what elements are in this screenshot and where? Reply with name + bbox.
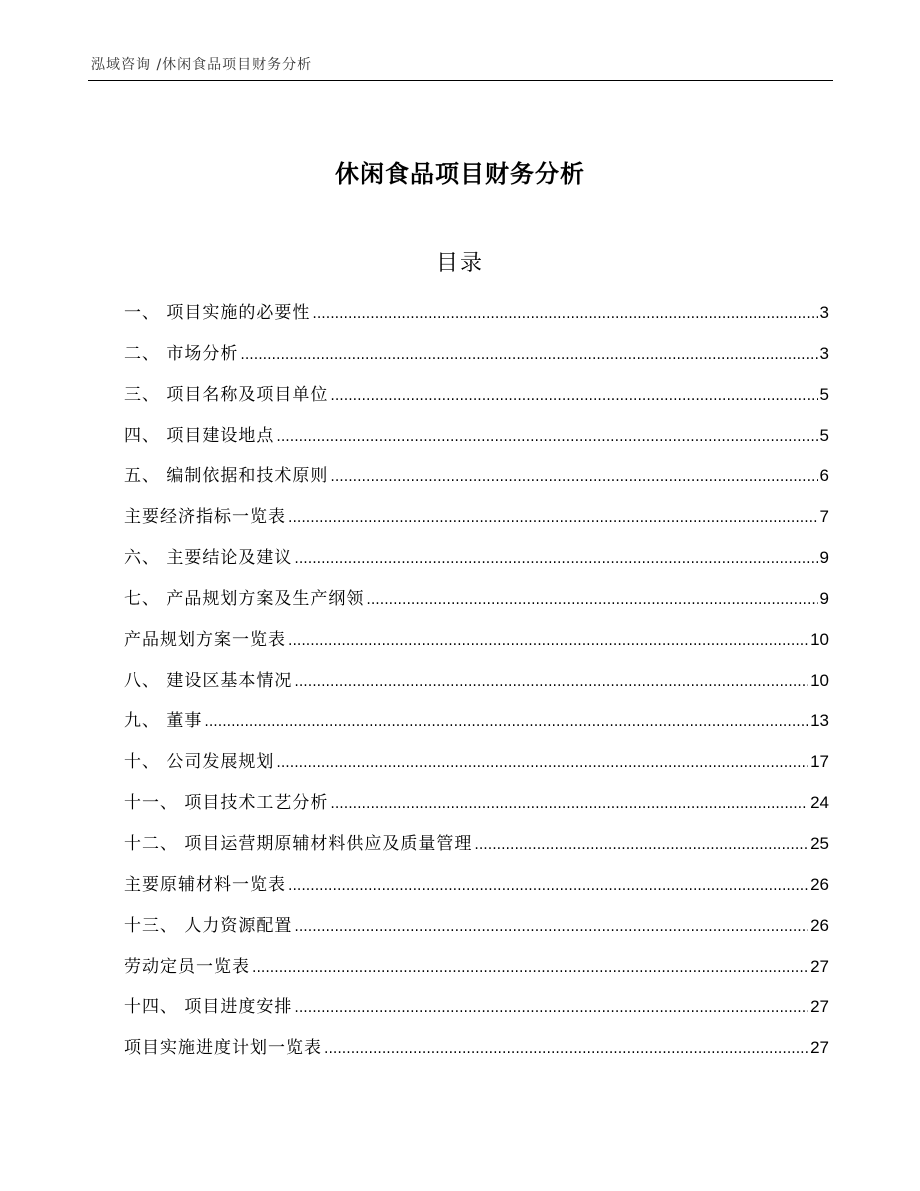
toc-entry-page: 17	[810, 752, 829, 772]
toc-entry[interactable]	[124, 742, 829, 783]
toc-entry-label: 八、 建设区基本情况	[124, 670, 293, 691]
toc-entry[interactable]	[124, 538, 829, 579]
toc-entry[interactable]	[124, 579, 829, 620]
toc-entry-page: 9	[819, 548, 829, 568]
toc-entry[interactable]	[124, 1028, 829, 1069]
toc-entry-page: 3	[819, 343, 829, 363]
toc-leader-dots	[294, 539, 817, 580]
toc-leader-dots	[294, 907, 808, 948]
toc-entry-page: 7	[819, 507, 829, 527]
toc-entry-label: 十一、 项目技术工艺分析	[124, 793, 329, 814]
toc-entry[interactable]	[124, 497, 829, 538]
toc-entry-label: 主要经济指标一览表	[124, 507, 286, 528]
toc-entry-page: 3	[819, 303, 829, 322]
toc-entry[interactable]	[124, 375, 829, 416]
toc-entry-page: 27	[810, 997, 829, 1017]
toc-entry-label: 五、 编制依据和技术原则	[124, 466, 329, 487]
toc-entry-label: 十、 公司发展规划	[124, 752, 275, 773]
toc-entry-page: 26	[810, 915, 829, 935]
header-divider	[88, 80, 833, 81]
toc-entry-page: 27	[810, 956, 829, 976]
toc-entry-label: 十三、 人力资源配置	[124, 915, 293, 936]
toc-leader-dots	[252, 948, 808, 989]
toc-leader-dots	[276, 417, 817, 458]
toc-leader-dots	[294, 988, 808, 1029]
toc-entry-label: 劳动定员一览表	[124, 956, 250, 977]
toc-entry[interactable]	[124, 906, 829, 947]
toc-leader-dots	[288, 866, 808, 907]
toc-leader-dots	[330, 784, 808, 825]
document-title: 休闲食品项目财务分析	[335, 160, 585, 188]
toc-entry-label: 七、 产品规划方案及生产纲领	[124, 588, 365, 609]
toc-entry-page: 24	[810, 793, 829, 813]
toc-leader-dots	[324, 1029, 808, 1070]
toc-entry[interactable]	[124, 416, 829, 457]
toc-entry[interactable]	[124, 987, 829, 1028]
toc-entry[interactable]	[124, 293, 829, 334]
toc-entry-page: 26	[810, 874, 829, 894]
toc-entry-label: 产品规划方案一览表	[124, 629, 286, 650]
toc-entry-label: 三、 项目名称及项目单位	[124, 384, 329, 405]
toc-leader-dots	[288, 621, 808, 662]
toc-entry-page: 6	[819, 466, 829, 486]
toc-leader-dots	[288, 498, 818, 539]
toc-entry-page: 25	[810, 833, 829, 853]
toc-entry-label: 十四、 项目进度安排	[124, 997, 293, 1018]
toc-entry-label: 六、 主要结论及建议	[124, 548, 293, 569]
toc-entry-label: 二、 市场分析	[124, 343, 239, 364]
toc-leader-dots	[276, 743, 808, 784]
toc-entry-label: 项目实施进度计划一览表	[124, 1038, 322, 1059]
toc-entry[interactable]	[124, 824, 829, 865]
toc-entry-page: 27	[810, 1038, 829, 1058]
toc-entry[interactable]	[124, 865, 829, 906]
toc-entry[interactable]	[124, 620, 829, 661]
toc-entry-page: 5	[819, 384, 829, 404]
toc-entry[interactable]	[124, 783, 829, 824]
toc-entry[interactable]	[124, 456, 829, 497]
toc-leader-dots	[474, 825, 808, 866]
toc-entry-label: 九、 董事	[124, 711, 203, 732]
toc-entry-label: 十二、 项目运营期原辅材料供应及质量管理	[124, 833, 473, 854]
toc-entry-page: 13	[810, 711, 829, 731]
page-header: 泓域咨询 /休闲食品项目财务分析	[91, 57, 313, 73]
toc-entry-page: 10	[810, 670, 829, 690]
toc-entry-page: 5	[819, 425, 829, 445]
toc-entry-label: 主要原辅材料一览表	[124, 874, 286, 895]
toc-entry[interactable]	[124, 661, 829, 702]
toc-entry-label: 四、 项目建设地点	[124, 425, 275, 446]
toc-leader-dots	[330, 376, 817, 417]
toc-leader-dots	[330, 457, 817, 498]
table-of-contents	[124, 293, 829, 1069]
toc-title: 目录	[435, 251, 484, 276]
toc-entry-page: 9	[819, 588, 829, 608]
toc-leader-dots	[294, 662, 808, 703]
toc-entry-label: 一、 项目实施的必要性	[124, 303, 311, 323]
toc-leader-dots	[312, 294, 817, 335]
toc-entry[interactable]	[124, 947, 829, 988]
toc-entry[interactable]	[124, 334, 829, 375]
toc-leader-dots	[204, 702, 808, 743]
toc-entry-page: 10	[810, 629, 829, 649]
toc-leader-dots	[366, 580, 817, 621]
toc-leader-dots	[240, 335, 817, 376]
toc-entry[interactable]	[124, 701, 829, 742]
